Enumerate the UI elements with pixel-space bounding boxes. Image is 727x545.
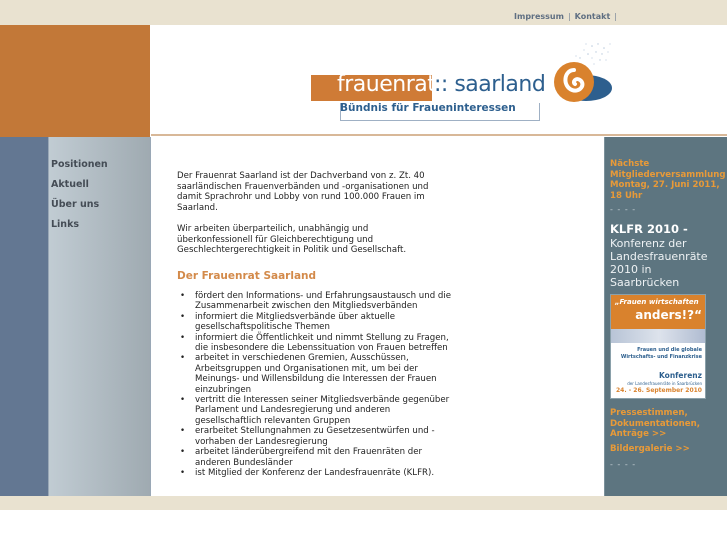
section-heading: Der Frauenrat Saarland [177,270,317,282]
kontakt-link[interactable]: Kontakt [574,12,611,21]
list-item: • ist Mitglied der Konferenz der Landesfrauenräte (KLFR). [180,467,435,478]
left-color-strip [0,137,48,496]
separator: | [614,12,617,21]
nav-item-aktuell[interactable]: Aktuell [51,179,89,190]
right-sidebar [604,137,727,496]
nav-item-positionen[interactable]: Positionen [51,159,108,170]
separator: | [567,12,571,21]
list-item: • arbeitet in verschiedenen Gremien, Ausschüssen, Arbeitsgruppen und Organisationen mit, um bei der Meinungs- und Willensbildung die Interessen der Frauen einzubringen [180,353,437,395]
promo-konferenz: Konferenz [658,371,702,380]
klfr-text: Konferenz der Landesfrauenräte 2010 in Saarbrücken [610,237,708,289]
list-item: • vertritt die Interessen seiner Mitgliedsverbände gegenüber Parlament und Landesregierung und anderen gesellschaftlich relevanten Gruppen [180,395,450,426]
divider: - - - - [610,460,637,469]
impressum-link[interactable]: Impressum [514,12,564,21]
promo-subtitle: Frauen und die globale Wirtschafts- und Finanzkrise [620,347,702,360]
footer-bar [0,496,727,510]
top-links [514,12,621,21]
klfr-title: KLFR 2010 - [610,222,688,236]
bullet: • [180,332,186,343]
list-item: • informiert die Öffentlichkeit und nimmt Stellung zu Fragen, die insbesondere die Lebenssituation von Frauen betreffen [180,332,449,354]
conference-promo-banner[interactable] [610,294,706,399]
promo-dates: 24. - 26. September 2010 [615,387,702,394]
header-orange-block [0,25,150,137]
logo-text-saarland: :: saarland [434,72,546,97]
logo-text-frauenrat: frauenrat [337,72,436,97]
list-item: • informiert die Mitgliedsverbände über aktuelle gesellschaftspolitische Themen [180,311,396,333]
main-content [151,137,604,496]
meeting-link[interactable]: Nächste Mitgliederversammlung Montag, 27. Juni 2011, 18 Uhr [610,159,726,201]
promo-header: „Frauen wirtschaften anders!?“ [611,295,706,329]
nav-item-links[interactable]: Links [51,219,80,230]
press-link[interactable]: Pressestimmen, Dokumentationen, Anträge >> [610,408,700,439]
intro-paragraph: Der Frauenrat Saarland ist der Dachverband von z. Zt. 40 saarländischen Frauenverbänden und -organisationen und damit Sprachrohr und Lobby von rund 100.000 Frauen im Saarland. [177,171,429,213]
bullet: • [180,353,186,364]
promo-image [611,329,706,343]
promo-konferenz-sub: der Landesfrauenräte in Saarbrücken [627,381,702,386]
list-item: • erarbeitet Stellungnahmen zu Gesetzesentwürfen und -vorhaben der Landesregierung [180,426,435,447]
list-item: • arbeitet länderübergreifend mit den Frauenräten der anderen Bundesländer [180,447,423,468]
list-item: • fördert den Informations- und Erfahrungsaustausch und die Zusammenarbeit zwischen den Mitgliedsverbänden [180,291,452,312]
mission-paragraph: Wir arbeiten überparteilich, unabhängig und überkonfessionell für Gleichberechtigung und Geschlechtergerechtigkeit in Politik und Gesellschaft. [177,224,407,255]
divider: - - - - [610,205,637,214]
bullet: • [180,426,186,437]
swirl-logo-icon [548,40,614,106]
bullet: • [180,291,186,301]
main-navigation [48,137,151,496]
logo-subtitle: Bündnis für Fraueninteressen [340,102,516,114]
gallery-link[interactable]: Bildergalerie >> [610,444,690,454]
bullet: • [180,447,186,458]
nav-item-ueber-uns[interactable]: Über uns [51,199,100,210]
bullet: • [180,467,186,478]
bullet: • [180,311,186,322]
top-bar [0,0,727,25]
tasks-list [177,291,457,478]
bullet: • [180,395,186,406]
